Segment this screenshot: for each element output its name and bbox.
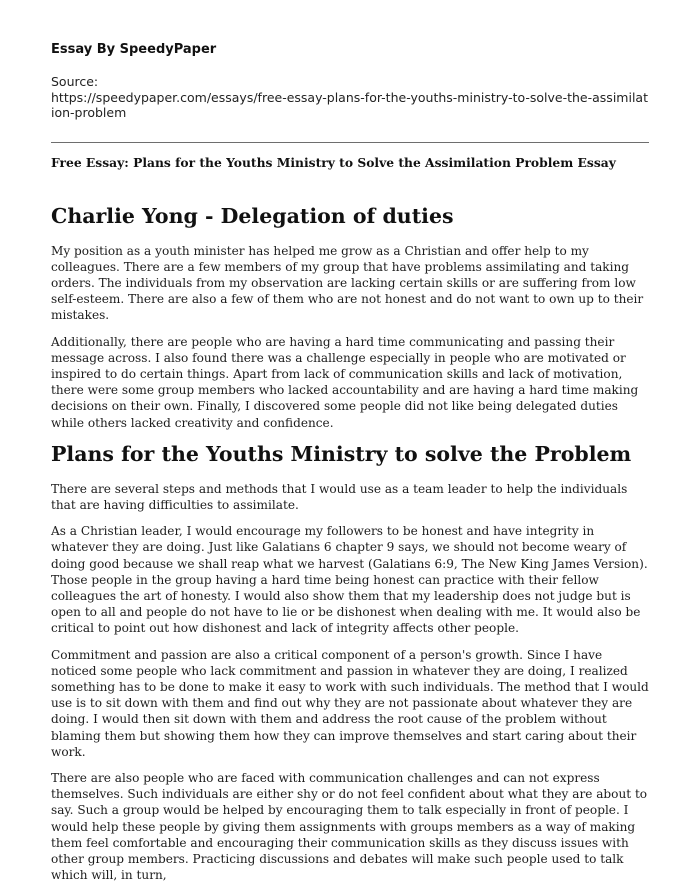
divider (51, 142, 649, 143)
essay-title: Free Essay: Plans for the Youths Ministry to Solve the Assimilation Problem Essay (51, 154, 616, 170)
paragraph: As a Christian leader, I would encourage my followers to be honest and have integrity in whatever they are doing. Just like Galatians 6 chapter 9 says, we should not become weary of doing good because we shall reap what we harvest (Galatians 6:9, The New King James Version). Those people in the group having a hard time being honest can practice with their fellow colleagues the art of honesty. I would also show them that my leadership does not judge but is open to all and people do not have to lie or be dishonest when dealing with me. It would also be critical to point out how dishonest and lack of integrity affects other people. (51, 524, 648, 636)
section-plans (51, 441, 649, 883)
paragraph: There are also people who are faced with communication challenges and can not express themselves. Such individuals are either shy or do not feel confident about what they are about to say. Such a group would be helped by encouraging them to talk especially in front of people. I would help these people by giving them assignments with groups members as a way of making them feel comfortable and encouraging their communication skills as they discuss issues with other group members. Practicing discussions and debates will make such people used to talk which will, in turn, (51, 770, 648, 883)
source-url[interactable]: https://speedypaper.com/essays/free-essay-plans-for-the-youths-ministry-to-solve-the-assimilation-problem (51, 89, 648, 120)
section-heading: Charlie Yong - Delegation of duties (51, 203, 454, 228)
site-title: Essay By SpeedyPaper (51, 42, 217, 57)
source-block (51, 74, 649, 121)
section-delegation (51, 203, 649, 431)
paragraph: Commitment and passion are also a critical component of a person's growth. Since I have noticed some people who lack commitment and passion in whatever they are doing, I realized something has to be done to make it easy to work with such individuals. The method that I would use is to sit down with them and find out why they are not passionate about whatever they are doing. I would then sit down with them and address the root cause of the problem without blaming them but showing them how they can improve themselves and start caring about their work. (51, 647, 649, 759)
paragraph: Additionally, there are people who are having a hard time communicating and passing their message across. I also found there was a challenge especially in people who are motivated or inspired to do certain things. Apart from lack of communication skills and lack of motivation, there were some group members who lacked accountability and are having a hard time making decisions on their own. Finally, I discovered some people did not like being delegated duties while others lacked creativity and confidence. (51, 334, 639, 430)
section-heading: Plans for the Youths Ministry to solve the Problem (51, 441, 632, 466)
paragraph: My position as a youth minister has helped me grow as a Christian and offer help to my colleagues. There are a few members of my group that have problems assimilating and taking orders. The individuals from my observation are lacking certain skills or are suffering from low self-esteem. There are also a few of them who are not honest and do not want to own up to their mistakes. (51, 243, 644, 323)
source-label: Source: (51, 74, 99, 89)
paragraph: There are several steps and methods that I would use as a team leader to help the individuals that are having difficulties to assimilate. (51, 481, 628, 512)
